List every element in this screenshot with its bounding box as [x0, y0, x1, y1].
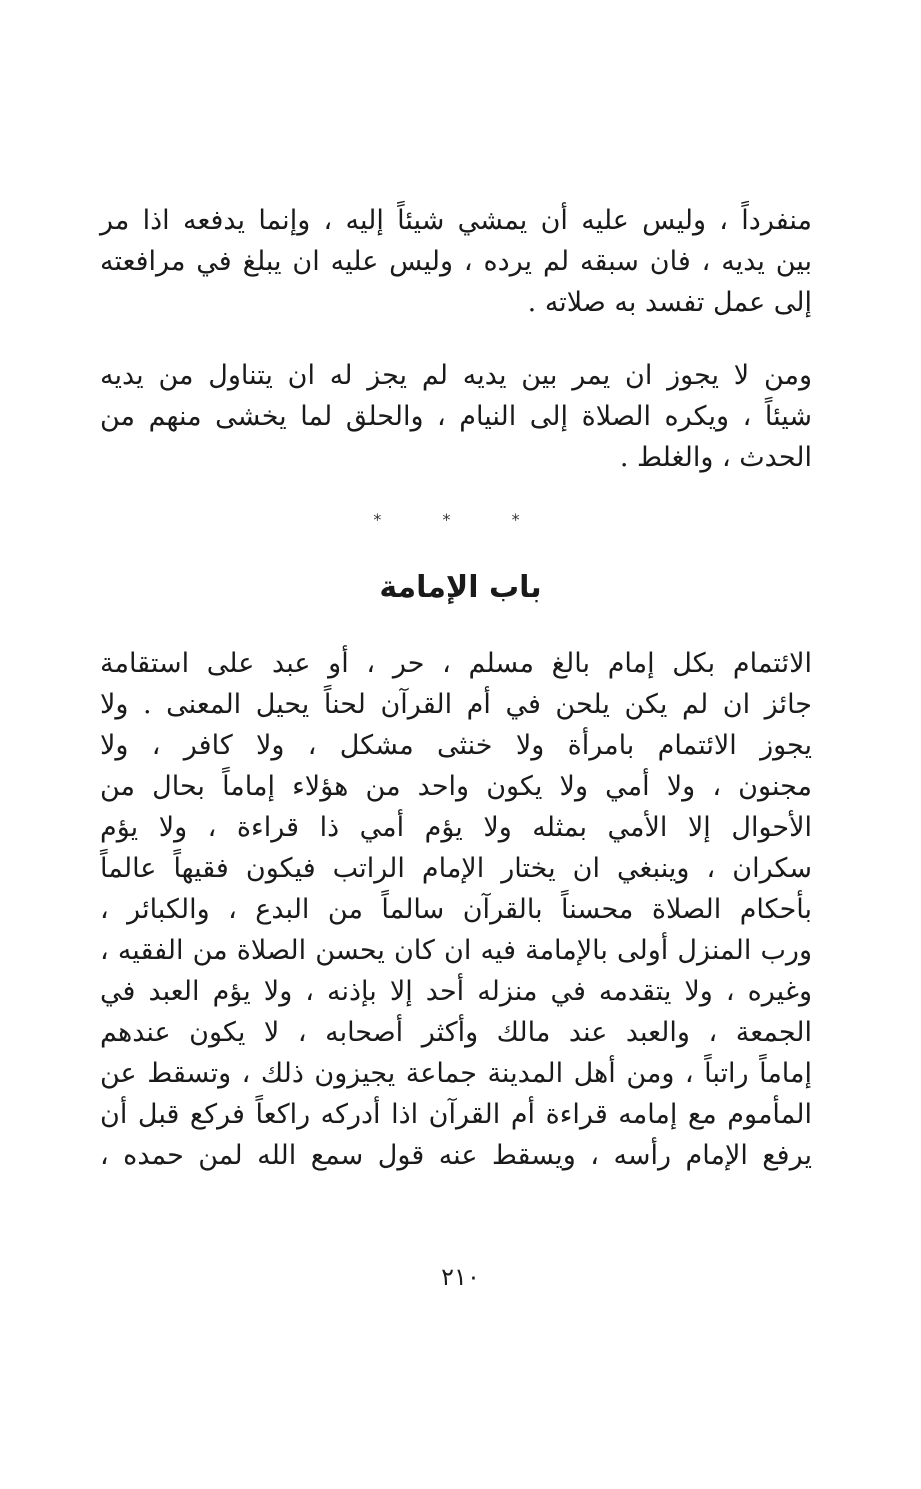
chapter-heading: باب الإمامة	[379, 570, 542, 605]
text-line: ومن لا يجوز ان يمر بين يديه لم يجز له ان يتناول من يديه	[100, 360, 812, 391]
text-line: سكران ، وينبغي ان يختار الإمام الراتب فيكون فقيهاً عالماً	[100, 853, 812, 884]
text-line: الجمعة ، والعبد عند مالك وأكثر أصحابه ، لا يكون عندهم	[100, 1017, 812, 1048]
paragraph-continuation	[100, 200, 812, 323]
page-number: ٢١٠	[441, 1263, 480, 1291]
text-line: المأموم مع إمامه قراءة أم القرآن اذا أدركه راكعاً فركع قبل أن	[100, 1099, 812, 1130]
paragraph-prohibited-passing	[100, 355, 812, 478]
text-line: شيئاً ، ويكره الصلاة إلى النيام ، والحلق لما يخشى منهم من	[100, 401, 812, 432]
text-line: بأحكام الصلاة محسناً بالقرآن سالماً من البدع ، والكبائر ،	[100, 894, 812, 925]
text-line: منفرداً ، وليس عليه أن يمشي شيئاً إليه ، وإنما يدفعه اذا مر	[100, 205, 812, 236]
text-line: وغيره ، ولا يتقدمه في منزله أحد إلا بإذنه ، ولا يؤم العبد في	[100, 976, 812, 1007]
section-separator: * * *	[373, 510, 548, 529]
text-line: جائز ان لم يكن يلحن في أم القرآن لحناً يحيل المعنى . ولا	[100, 689, 812, 720]
text-line: ورب المنزل أولى بالإمامة فيه ان كان يحسن الصلاة من الفقيه ،	[100, 935, 812, 966]
text-line: الأحوال إلا الأمي بمثله ولا يؤم أمي ذا قراءة ، ولا يؤم	[100, 812, 812, 843]
text-line: يجوز الائتمام بامرأة ولا خنثى مشكل ، ولا كافر ، ولا	[100, 730, 812, 761]
text-line: إماماً راتباً ، ومن أهل المدينة جماعة يجيزون ذلك ، وتسقط عن	[100, 1058, 812, 1089]
text-line: إلى عمل تفسد به صلاته .	[527, 287, 812, 318]
paragraph-imamate	[100, 643, 812, 1176]
text-line: مجنون ، ولا أمي ولا يكون واحد من هؤلاء إماماً بحال من	[100, 771, 812, 802]
text-line: الحدث ، والغلط .	[619, 442, 812, 473]
text-line: يرفع الإمام رأسه ، ويسقط عنه قول سمع الله لمن حمده ،	[100, 1140, 812, 1171]
text-line: بين يديه ، فان سبقه لم يرده ، وليس عليه ان يبلغ في مرافعته	[100, 246, 812, 277]
text-line: الائتمام بكل إمام بالغ مسلم ، حر ، أو عبد على استقامة	[100, 648, 812, 679]
